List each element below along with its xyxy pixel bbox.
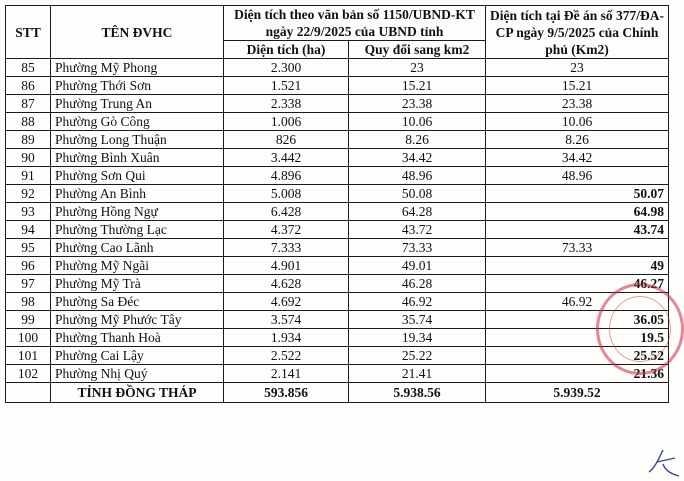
row-unit-name: Phường Cao Lãnh — [51, 239, 224, 257]
row-unit-name: Phường Hồng Ngự — [51, 203, 224, 221]
table-body — [6, 59, 669, 383]
row-area-km2: 8.26 — [349, 131, 486, 149]
row-area-km2: 64.28 — [349, 203, 486, 221]
row-area-km2: 46.92 — [349, 293, 486, 311]
row-plan-area: 36.05 — [486, 311, 669, 329]
row-plan-area: 8.26 — [486, 131, 669, 149]
row-stt: 95 — [6, 239, 51, 257]
row-plan-area: 10.06 — [486, 113, 669, 131]
row-unit-name: Phường An Bình — [51, 185, 224, 203]
table-row — [6, 347, 669, 365]
row-unit-name: Phường Mỹ Trà — [51, 275, 224, 293]
table-row — [6, 113, 669, 131]
row-stt: 94 — [6, 221, 51, 239]
row-stt: 100 — [6, 329, 51, 347]
row-plan-area: 23 — [486, 59, 669, 77]
row-area-ha: 826 — [224, 131, 349, 149]
row-area-ha: 4.896 — [224, 167, 349, 185]
row-plan-area: 19.5 — [486, 329, 669, 347]
row-area-km2: 50.08 — [349, 185, 486, 203]
row-area-ha: 1.934 — [224, 329, 349, 347]
total-ha: 593.856 — [224, 383, 349, 403]
header-plan-area: Diện tích tại Đề án số 377/ĐA-CP ngày 9/5/2025 của Chính phủ (Km2) — [486, 6, 669, 59]
row-unit-name: Phường Thường Lạc — [51, 221, 224, 239]
row-area-km2: 43.72 — [349, 221, 486, 239]
row-stt: 96 — [6, 257, 51, 275]
signature-mark — [645, 446, 681, 478]
table-row — [6, 239, 669, 257]
row-plan-area: 21.36 — [486, 365, 669, 383]
row-unit-name: Phường Mỹ Phong — [51, 59, 224, 77]
row-area-km2: 15.21 — [349, 77, 486, 95]
table-row — [6, 275, 669, 293]
table-row — [6, 221, 669, 239]
row-area-ha: 3.442 — [224, 149, 349, 167]
row-area-km2: 73.33 — [349, 239, 486, 257]
row-plan-area: 25.52 — [486, 347, 669, 365]
row-unit-name: Phường Thới Sơn — [51, 77, 224, 95]
table-row — [6, 203, 669, 221]
row-plan-area: 15.21 — [486, 77, 669, 95]
row-area-km2: 35.74 — [349, 311, 486, 329]
row-area-ha: 4.628 — [224, 275, 349, 293]
table-row — [6, 311, 669, 329]
row-stt: 91 — [6, 167, 51, 185]
table-row — [6, 149, 669, 167]
row-plan-area: 49 — [486, 257, 669, 275]
row-area-km2: 23.38 — [349, 95, 486, 113]
row-unit-name: Phường Mỹ Phước Tây — [51, 311, 224, 329]
row-area-ha: 6.428 — [224, 203, 349, 221]
row-area-km2: 19.34 — [349, 329, 486, 347]
row-area-ha: 2.338 — [224, 95, 349, 113]
row-area-ha: 2.141 — [224, 365, 349, 383]
row-plan-area: 48.96 — [486, 167, 669, 185]
row-stt: 92 — [6, 185, 51, 203]
row-stt: 102 — [6, 365, 51, 383]
row-unit-name: Phường Sơn Qui — [51, 167, 224, 185]
row-stt: 86 — [6, 77, 51, 95]
row-area-ha: 1.006 — [224, 113, 349, 131]
table-row — [6, 365, 669, 383]
total-stt-cell — [6, 383, 51, 403]
row-stt: 90 — [6, 149, 51, 167]
header-doc-group: Diện tích theo văn bản số 1150/UBND-KT ngày 22/9/2025 của UBND tỉnh — [224, 6, 486, 41]
total-km2: 5.938.56 — [349, 383, 486, 403]
row-unit-name: Phường Sa Đéc — [51, 293, 224, 311]
row-area-km2: 23 — [349, 59, 486, 77]
table-row — [6, 131, 669, 149]
row-area-km2: 21.41 — [349, 365, 486, 383]
row-unit-name: Phường Thanh Hoà — [51, 329, 224, 347]
table-row — [6, 95, 669, 113]
row-unit-name: Phường Trung An — [51, 95, 224, 113]
row-plan-area: 73.33 — [486, 239, 669, 257]
row-area-ha: 4.372 — [224, 221, 349, 239]
row-stt: 88 — [6, 113, 51, 131]
row-area-km2: 10.06 — [349, 113, 486, 131]
row-stt: 93 — [6, 203, 51, 221]
row-area-km2: 46.28 — [349, 275, 486, 293]
row-plan-area: 64.98 — [486, 203, 669, 221]
row-stt: 101 — [6, 347, 51, 365]
row-unit-name: Phường Cai Lậy — [51, 347, 224, 365]
table-row — [6, 257, 669, 275]
row-plan-area: 50.07 — [486, 185, 669, 203]
row-plan-area: 34.42 — [486, 149, 669, 167]
row-unit-name: Phường Mỹ Ngãi — [51, 257, 224, 275]
row-area-km2: 25.22 — [349, 347, 486, 365]
row-area-ha: 4.692 — [224, 293, 349, 311]
row-area-km2: 49.01 — [349, 257, 486, 275]
row-stt: 85 — [6, 59, 51, 77]
row-area-ha: 1.521 — [224, 77, 349, 95]
row-plan-area: 46.92 — [486, 293, 669, 311]
row-unit-name: Phường Bình Xuân — [51, 149, 224, 167]
table-row — [6, 185, 669, 203]
row-plan-area: 23.38 — [486, 95, 669, 113]
row-area-ha: 5.008 — [224, 185, 349, 203]
table-row — [6, 167, 669, 185]
row-area-ha: 2.300 — [224, 59, 349, 77]
row-area-ha: 4.901 — [224, 257, 349, 275]
row-unit-name: Phường Gò Công — [51, 113, 224, 131]
row-stt: 97 — [6, 275, 51, 293]
row-area-ha: 2.522 — [224, 347, 349, 365]
header-area-km2: Quy đổi sang km2 — [349, 41, 486, 59]
row-area-km2: 48.96 — [349, 167, 486, 185]
header-stt: STT — [6, 6, 51, 59]
row-area-km2: 34.42 — [349, 149, 486, 167]
row-plan-area: 43.74 — [486, 221, 669, 239]
table-row — [6, 293, 669, 311]
table-row — [6, 59, 669, 77]
total-plan: 5.939.52 — [486, 383, 669, 403]
table-row — [6, 329, 669, 347]
header-unit-name: TÊN ĐVHC — [51, 6, 224, 59]
row-area-ha: 7.333 — [224, 239, 349, 257]
row-stt: 99 — [6, 311, 51, 329]
total-row — [6, 383, 669, 403]
row-stt: 89 — [6, 131, 51, 149]
row-area-ha: 3.574 — [224, 311, 349, 329]
total-name: TỈNH ĐỒNG THÁP — [51, 383, 224, 403]
row-stt: 98 — [6, 293, 51, 311]
area-table — [5, 5, 669, 403]
row-stt: 87 — [6, 95, 51, 113]
row-plan-area: 46.27 — [486, 275, 669, 293]
header-area-ha: Diện tích (ha) — [224, 41, 349, 59]
row-unit-name: Phường Nhị Quý — [51, 365, 224, 383]
table-row — [6, 77, 669, 95]
row-unit-name: Phường Long Thuận — [51, 131, 224, 149]
